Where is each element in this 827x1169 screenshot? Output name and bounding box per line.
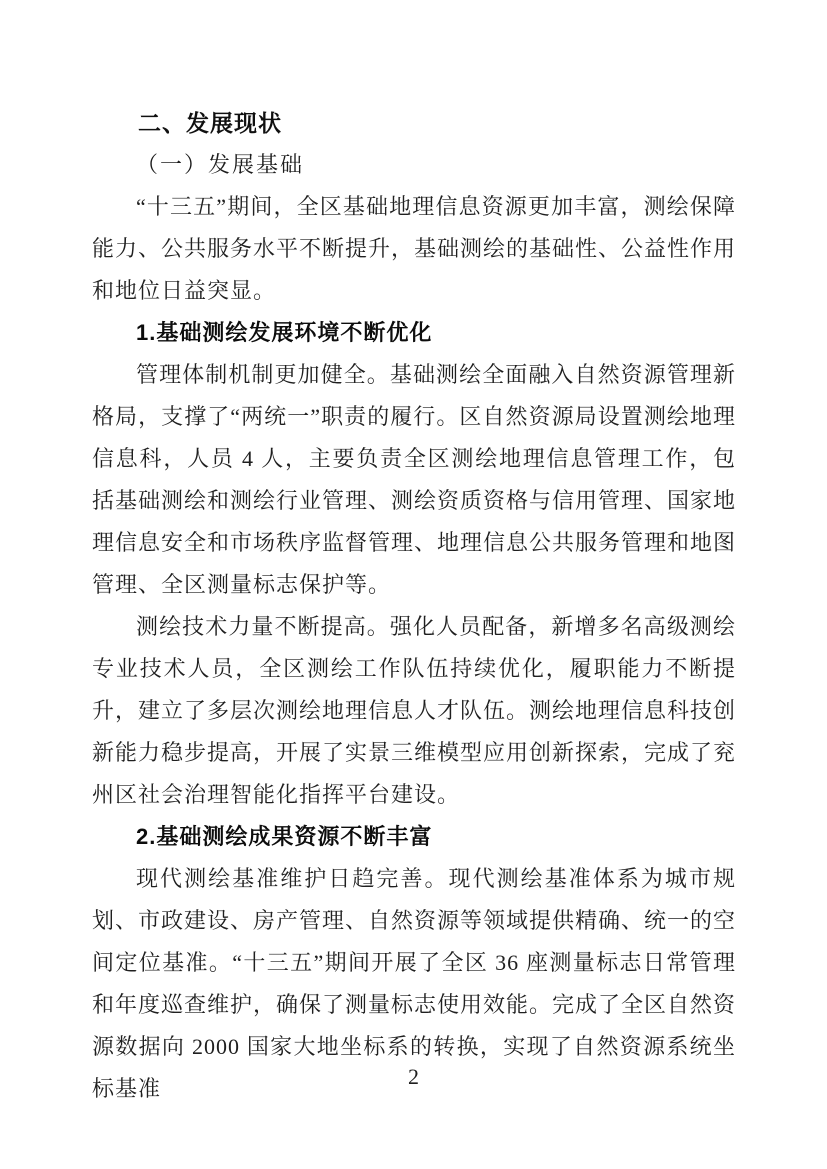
sub-chapter-heading: （一）发展基础 bbox=[136, 152, 305, 177]
intro-paragraph: “十三五”期间，全区基础地理信息资源更加丰富，测绘保障能力、公共服务水平不断提升，基础测绘的基础性、公益性作用和地位日益突显。 bbox=[92, 194, 737, 303]
subsection-2-paragraph-1: 现代测绘基准维护日趋完善。现代测绘基准体系为城市规划、市政建设、房产管理、自然资源等领域提供精确、统一的空间定位基准。“十三五”期间开展了全区 36 座测量标志日常管理和年度巡查维护，确保了测量标志使用效能。完成了全区自然资源数据向 2000 国家大地坐标系的转换，实现了自然资源系统坐标基准 bbox=[92, 866, 737, 1101]
page-number: 2 bbox=[408, 1064, 419, 1089]
subsection-2-heading: 2.基础测绘成果资源不断丰富 bbox=[136, 824, 433, 849]
subsection-1-paragraph-2: 测绘技术力量不断提高。强化人员配备，新增多名高级测绘专业技术人员，全区测绘工作队伍持续优化，履职能力不断提升，建立了多层次测绘地理信息人才队伍。测绘地理信息科技创新能力稳步提高，开展了实景三维模型应用创新探索，完成了兖州区社会治理智能化指挥平台建设。 bbox=[92, 614, 737, 807]
document-content bbox=[92, 102, 736, 1110]
subsection-1-heading: 1.基础测绘发展环境不断优化 bbox=[136, 320, 433, 345]
chapter-heading: 二、发展现状 bbox=[138, 110, 282, 136]
subsection-1-paragraph-1: 管理体制机制更加健全。基础测绘全面融入自然资源管理新格局，支撑了“两统一”职责的履行。区自然资源局设置测绘地理信息科，人员 4 人，主要负责全区测绘地理信息管理工作，包括基础测绘和测绘行业管理、测绘资质资格与信用管理、国家地理信息安全和市场秩序监督管理、地理信息公共服务管理和地图管理、全区测量标志保护等。 bbox=[92, 362, 737, 597]
